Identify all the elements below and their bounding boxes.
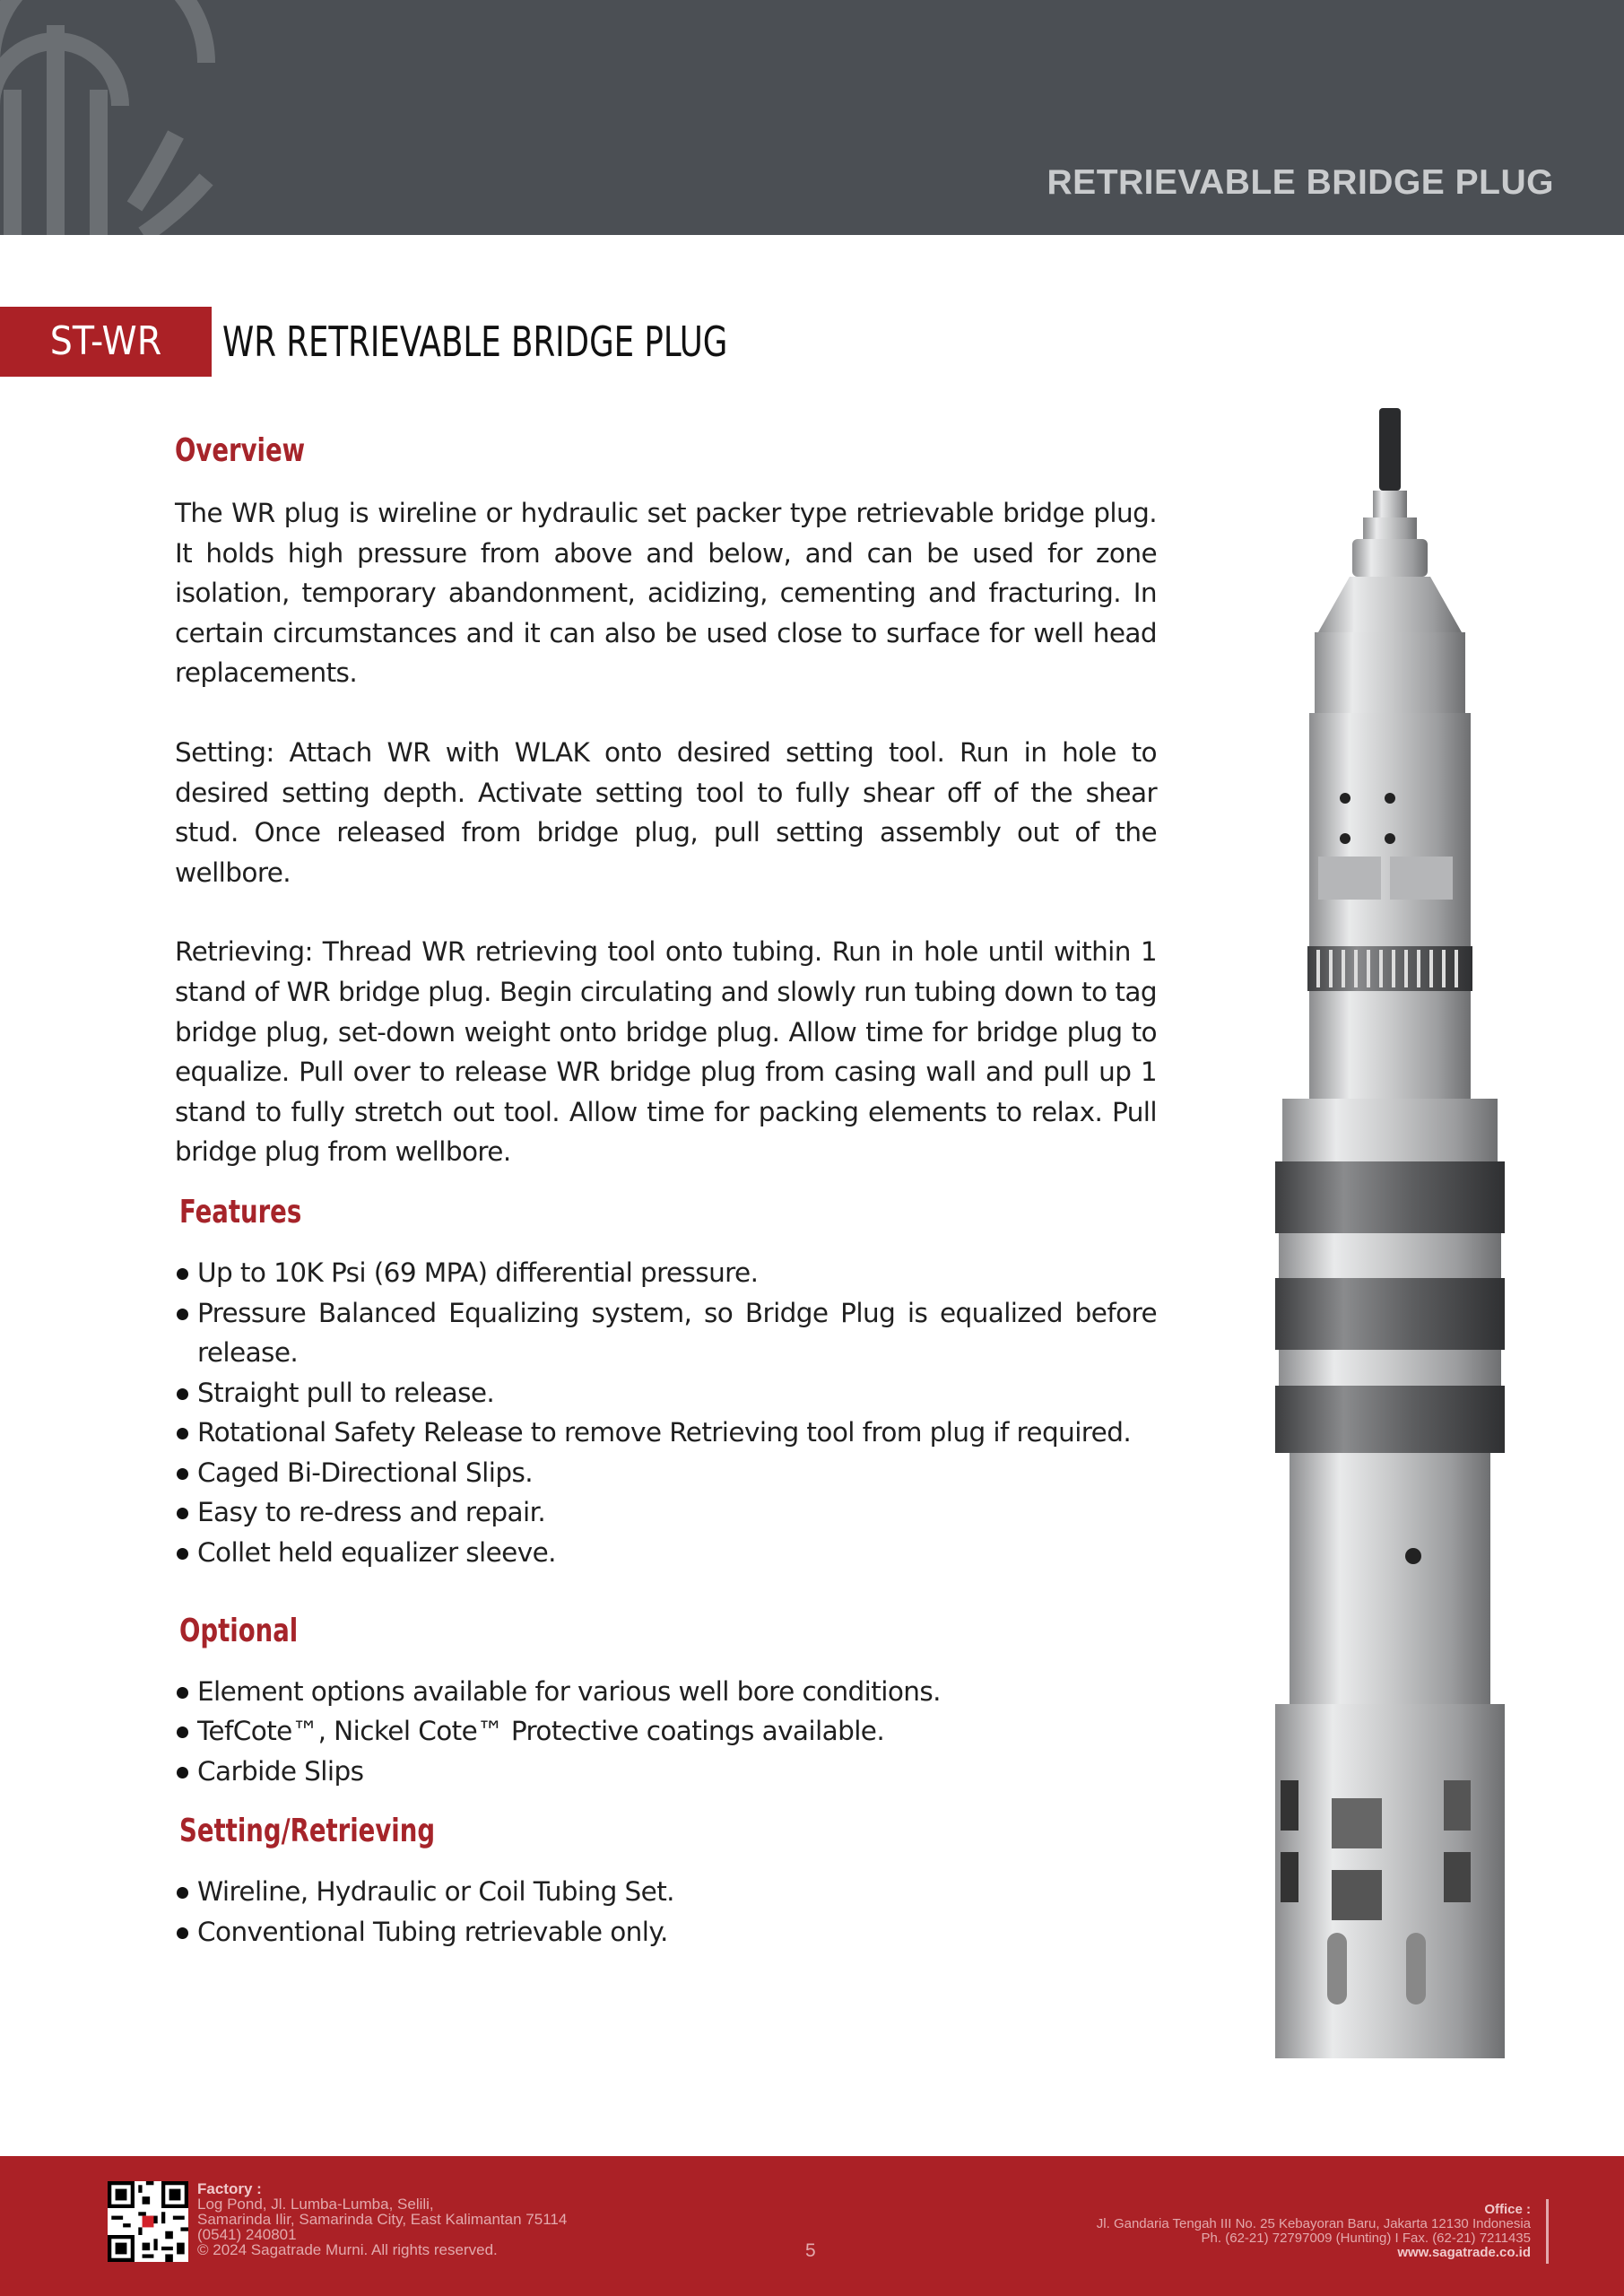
company-logo-watermark [0, 0, 233, 235]
setting-retrieving-list [175, 1872, 1157, 1952]
setting-retrieving-section [175, 1809, 1157, 1952]
copyright: © 2024 Sagatrade Murni. All rights reserved. [197, 2241, 498, 2258]
retrieving-paragraph: Retrieving: Thread WR retrieving tool onto tubing. Run in hole until within 1 stand of WR bridge plug. Begin circulating and slowly run tubing down to tag bridge plug, set-down weight onto bridge plug. Allow time for bridge plug to equalize. Pull over to release WR bridge plug from casing wall and pull up 1 stand to fully stretch out tool. Allow time for packing elements to relax. Pull bridge plug from wellbore. [175, 936, 1157, 1168]
optional-heading: Optional [179, 1612, 299, 1649]
bridge-plug-product-image [1255, 408, 1507, 2058]
setting-retrieving-heading: Setting/Retrieving [179, 1813, 436, 1850]
list-item: Pressure Balanced Equalizing system, so Bridge Plug is equalized before release. [175, 1293, 1157, 1373]
overview-section [175, 429, 1157, 1172]
list-item: Straight pull to release. [175, 1373, 1157, 1413]
office-line: Ph. (62-21) 72797009 (Hunting) I Fax. (62-21) 7211435 [1201, 2231, 1531, 2246]
office-address [1097, 2203, 1531, 2260]
setting-paragraph: Setting: Attach WR with WLAK onto desired setting tool. Run in hole to desired setting depth. Activate setting tool to fully shear off of the shear stud. Once released from bridge plug, pull setting assembly out of the wellbore. [175, 736, 1157, 888]
page-number: 5 [805, 2240, 816, 2261]
list-item: Carbide Slips [175, 1752, 1157, 1792]
features-section [175, 1190, 1157, 1573]
optional-section [175, 1609, 1157, 1792]
list-item: Conventional Tubing retrievable only. [175, 1912, 1157, 1952]
office-label: Office : [1484, 2202, 1531, 2217]
qr-code-icon [108, 2181, 188, 2262]
main-content [175, 429, 1157, 1952]
factory-line: Samarinda Ilir, Samarinda City, East Kalimantan 75114 [197, 2211, 568, 2228]
page-footer [0, 2156, 1624, 2296]
list-item: Wireline, Hydraulic or Coil Tubing Set. [175, 1872, 1157, 1912]
features-list [175, 1253, 1157, 1573]
list-item: Collet held equalizer sleeve. [175, 1533, 1157, 1573]
header-title: RETRIEVABLE BRIDGE PLUG [1046, 163, 1554, 202]
product-code-badge: ST-WR [0, 307, 212, 377]
overview-paragraph: The WR plug is wireline or hydraulic set packer type retrievable bridge plug. It holds high pressure from above and below, and can be used for zone isolation, temporary abandonment, acidizing, cementing and fracturing. In certain circumstances and it can also be used close to surface for well head replacements. [175, 498, 1157, 689]
list-item: Up to 10K Psi (69 MPA) differential pressure. [175, 1253, 1157, 1293]
factory-label: Factory : [197, 2180, 262, 2197]
list-item: Easy to re-dress and repair. [175, 1492, 1157, 1533]
office-divider [1546, 2199, 1549, 2264]
factory-line: Log Pond, Jl. Lumba-Lumba, Selili, [197, 2196, 434, 2213]
list-item: Caged Bi-Directional Slips. [175, 1453, 1157, 1493]
list-item: TefCote™, Nickel Cote™ Protective coatings available. [175, 1711, 1157, 1752]
office-line: Jl. Gandaria Tengah III No. 25 Kebayoran Baru, Jakarta 12130 Indonesia [1096, 2216, 1531, 2231]
features-heading: Features [179, 1193, 302, 1231]
website-link[interactable]: www.sagatrade.co.id [1397, 2245, 1531, 2260]
factory-address [197, 2181, 567, 2257]
list-item: Rotational Safety Release to remove Retrieving tool from plug if required. [175, 1413, 1157, 1453]
list-item: Element options available for various well bore conditions. [175, 1672, 1157, 1712]
product-title: WR RETRIEVABLE BRIDGE PLUG [222, 317, 728, 366]
optional-list [175, 1672, 1157, 1792]
page-header [0, 0, 1624, 235]
factory-line: (0541) 240801 [197, 2226, 297, 2243]
overview-heading: Overview [175, 432, 306, 469]
